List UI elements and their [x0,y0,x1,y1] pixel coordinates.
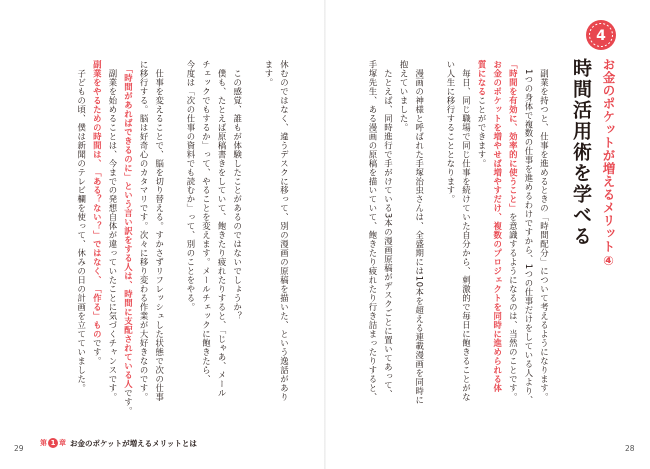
text-run: を意識するようになるのは、当然のことです。 [508,212,519,402]
text-run: です。 [123,388,134,416]
text-run: 副業を始めることは、今までの発想自体が違っていたことに気づくチャンスです。 [107,60,118,402]
text-run: たとえば、同時進行で手がけている3本の漫画原稿がデスクごとに置いてあって、 [383,60,394,399]
text-column [365,60,379,402]
text-column [74,60,88,393]
text-column [215,60,229,397]
text-run: この感覚、誰もが体験したことがあるのではないでしょうか？ [232,60,243,321]
text-run: 抱えていました。 [399,60,410,132]
text-column [121,60,135,415]
text-column [459,60,473,402]
text-column [443,60,457,204]
chapter-number: 1 [48,438,58,448]
text-run: ことができます。 [477,95,488,168]
text-run: 1つの身体で複数の仕事を進めるわけですから、1つの仕事だけをしている人より、 [523,60,534,405]
text-run: チェックでもするか」って、やることを変えます。メールチェックに飽きたら、 [201,60,212,384]
text-run: に移行する。脳は好奇心のカタマリです。次々に移り変わる作業が大好きなのです。 [139,60,150,402]
text-column [412,60,426,405]
section-title: 時間活用術を学べる [570,58,592,247]
text-run: 質になる [477,60,488,96]
text-column [105,60,119,402]
text-run: 「時間を有効に、効率的に使うこと」 [508,60,519,213]
text-run: 手塚先生、ある漫画の原稿を描いていて、飽きたり疲れたり行き詰まったりすると、 [367,60,378,402]
gutter [324,0,326,469]
text-run: 今度は「次の仕事の資料でも読むか」って、別のことをやる。 [185,60,196,312]
text-column [261,60,275,87]
text-run: い人生に移行することとなります。 [445,60,456,204]
text-column [90,60,104,366]
text-column [490,60,504,393]
chapter-label: 第 1 章 [40,439,66,447]
text-column [506,60,520,402]
text-run: 仕事を変えることで、脳を切り替える。すかさずリフレッシュした状態で次の仕事 [154,60,165,402]
text-column [475,60,489,168]
text-column [277,60,291,402]
text-run: 子どもの頃、僕は新聞のテレビ欄を使って、休みの日の計画を立てていました。 [76,60,87,393]
text-run: 「時間があればできるのに」という言い訳をする人は、時間に支配されている人 [123,60,134,389]
left-page-number: 29 [14,444,24,453]
text-column [183,60,197,312]
footer-title: お金のポケットが増えるメリットとは [70,438,197,448]
text-column [152,60,166,402]
number-badge [584,18,618,52]
section-subtitle: お金のポケットが増えるメリット④ [601,58,616,269]
text-column [230,60,244,321]
text-run: 休むのではなく、違うデスクに移って、別の漫画の原稿を描いた、という逸話があり [279,60,290,402]
running-footer [40,435,197,451]
text-column [521,60,535,405]
text-run: 副業を持つと、仕事を進めるときの「時間配分」について考えるようになります。 [539,60,550,402]
text-column [137,60,151,402]
text-column [537,60,551,402]
text-run: ます。 [263,60,274,87]
text-run: お金のポケットを増やせば増やすだけ、複数のプロジェクトを同時に進められる体 [492,60,503,393]
text-run: 漫画の神様と呼ばれた手塚治虫さんは、全盛期には10本を超える連載漫画を同時に [414,60,425,405]
number-badge-text: 4 [596,28,606,44]
text-column [397,60,411,132]
text-run: 副業をやるための時間は、「ある？ない？」ではなく、「作る」もの [92,60,103,339]
text-column [199,60,213,384]
text-run: 僕も、たとえば原稿書きをしていて、飽きたり疲れたりすると、「じゃあ、メール [217,60,228,398]
text-column [381,60,395,399]
right-page-number: 28 [625,444,635,453]
text-run: 毎日、同じ職場で同じ仕事を続けていた自分から、刺激的で毎日に飽きることがな [461,60,472,402]
text-run: です。 [92,338,103,366]
